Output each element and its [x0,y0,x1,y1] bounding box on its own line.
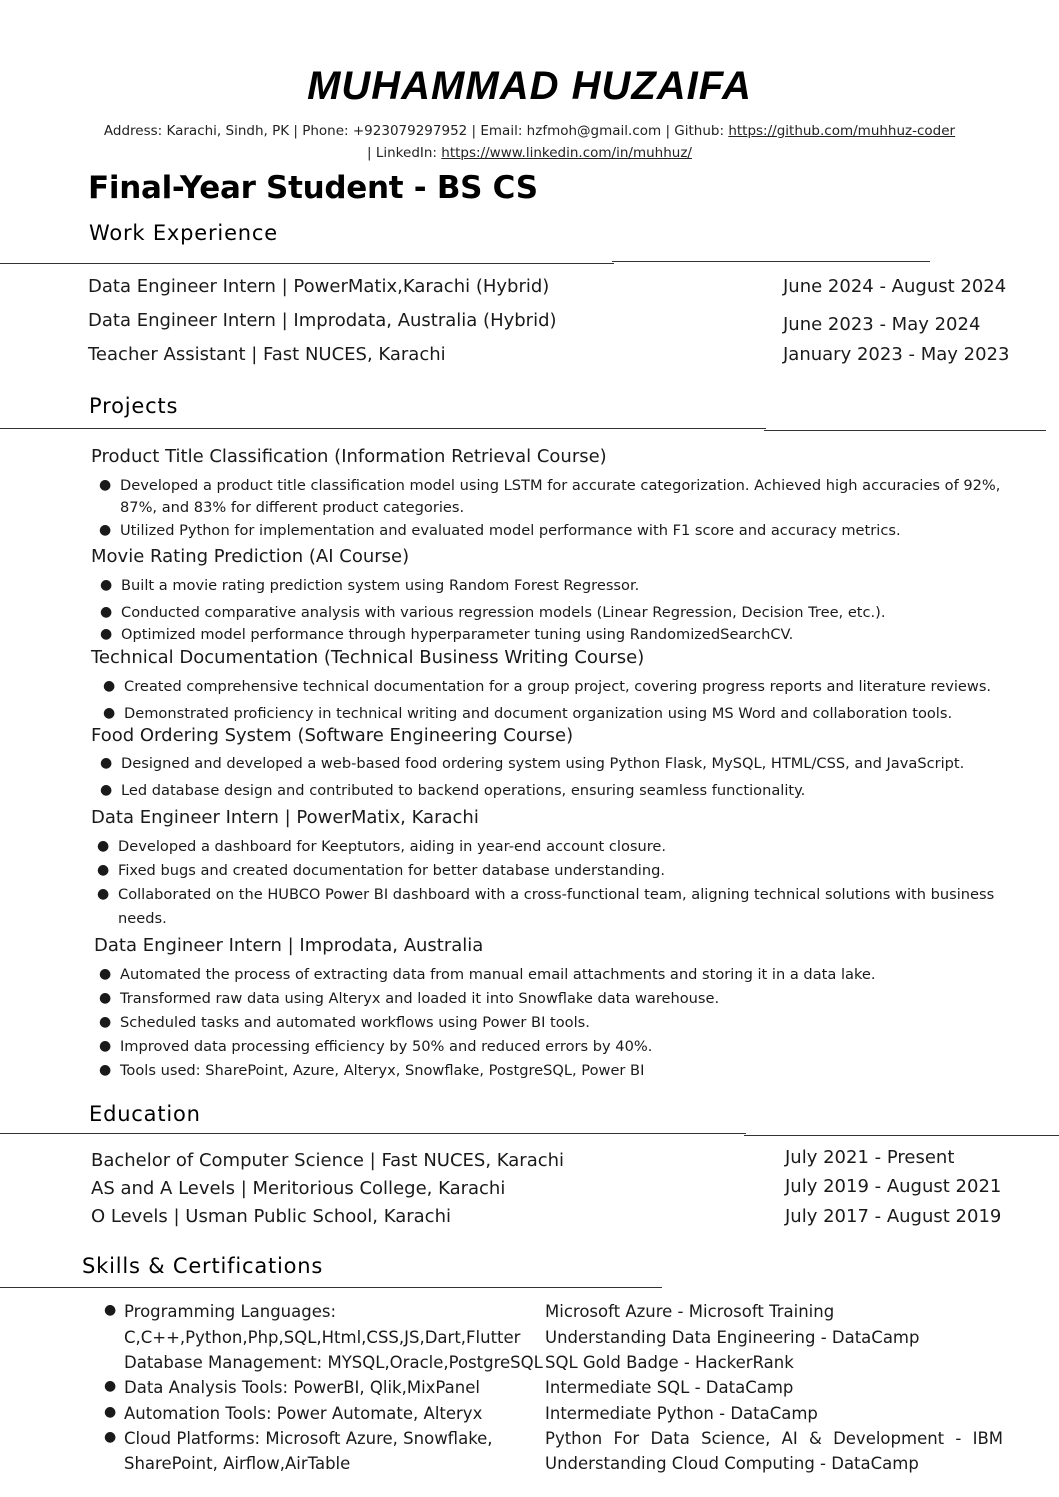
education-dates: July 2019 - August 2021 [785,1176,1002,1197]
section-divider [0,1287,662,1288]
skill-item: ● Data Analysis Tools: PowerBI, Qlik,MixPanel [104,1378,480,1397]
education-dates: July 2017 - August 2019 [785,1206,1002,1227]
project-title: Data Engineer Intern | Improdata, Australia [94,935,484,956]
contact-details: Address: Karachi, Sindh, PK | Phone: +923079297952 | Email: hzfmoh@gmail.com | Github: [103,123,729,139]
section-title-education: Education [89,1102,201,1126]
work-dates: June 2023 - May 2024 [783,314,981,335]
certification: Microsoft Azure - Microsoft Training [545,1302,835,1321]
certification: Understanding Data Engineering - DataCamp [545,1328,920,1347]
project-bullet: ● Automated the process of extracting data from manual email attachments and storing it in a data lake. [99,966,876,983]
section-title-skills: Skills & Certifications [82,1254,324,1278]
work-dates: January 2023 - May 2023 [783,344,1010,365]
certification: Intermediate Python - DataCamp [545,1404,818,1423]
skill-item-continued: C,C++,Python,Php,SQL,Html,CSS,JS,Dart,Flutter [124,1328,521,1347]
candidate-name: MUHAMMAD HUZAIFA [307,64,752,108]
work-dates: June 2024 - August 2024 [783,276,1007,297]
linkedin-label: | LinkedIn: [367,145,442,161]
section-divider [612,261,930,262]
certification-text: Python For Data Science, AI & Development - IBM [545,1429,1004,1448]
education-degree: AS and A Levels | Meritorious College, Karachi [91,1178,506,1199]
project-bullet: ● Led database design and contributed to backend operations, ensuring seamless functionality. [100,782,806,799]
certification: Understanding Cloud Computing - DataCamp [545,1454,919,1473]
section-title-projects: Projects [89,394,179,418]
project-bullet: ● Scheduled tasks and automated workflows using Power BI tools. [99,1014,590,1031]
linkedin-link[interactable]: https://www.linkedin.com/in/muhhuz/ [441,145,692,161]
project-bullet: ● Transformed raw data using Alteryx and loaded it into Snowflake data warehouse. [99,990,720,1007]
work-role: Teacher Assistant | Fast NUCES, Karachi [88,344,446,365]
project-bullet: ● Optimized model performance through hyperparameter tuning using RandomizedSearchCV. [100,626,794,643]
section-divider [0,263,614,264]
project-bullet-continued: needs. [118,910,167,927]
project-title: Product Title Classification (Information Retrieval Course) [91,446,607,467]
project-title: Food Ordering System (Software Engineering Course) [91,725,574,746]
project-title: Data Engineer Intern | PowerMatix, Karachi [91,807,479,828]
project-bullet: ● Designed and developed a web-based food ordering system using Python Flask, MySQL, HTML/CSS, and JavaScript. [100,755,965,772]
skill-item: ● Programming Languages: [104,1302,337,1321]
work-role: Data Engineer Intern | Improdata, Australia (Hybrid) [88,310,557,331]
project-bullet: ● Developed a product title classification model using LSTM for accurate categorization. Achieved high accuracies of 92%, [99,477,1001,494]
section-divider [0,428,766,429]
project-bullet: ● Conducted comparative analysis with various regression models (Linear Regression, Decision Tree, etc.). [100,604,886,621]
education-dates: July 2021 - Present [785,1147,955,1168]
certification: Intermediate SQL - DataCamp [545,1378,794,1397]
skill-item-continued: Database Management: MYSQL,Oracle,PostgreSQL [124,1353,543,1372]
project-bullet: ● Built a movie rating prediction system using Random Forest Regressor. [100,577,640,594]
section-divider [764,430,1046,431]
headline: Final-Year Student - BS CS [88,170,538,206]
certification [545,1429,1004,1448]
certification: SQL Gold Badge - HackerRank [545,1353,794,1372]
project-bullet: ● Demonstrated proficiency in technical writing and document organization using MS Word and collaboration tools. [103,705,953,722]
contact-line [0,123,1059,139]
skill-item-continued: SharePoint, Airflow,AirTable [124,1454,351,1473]
skill-item: ● Cloud Platforms: Microsoft Azure, Snowflake, [104,1429,493,1448]
project-bullet: ● Collaborated on the HUBCO Power BI dashboard with a cross-functional team, aligning technical solutions with business [97,886,995,903]
project-bullet: ● Developed a dashboard for Keeptutors, aiding in year-end account closure. [97,838,667,855]
project-bullet: ● Tools used: SharePoint, Azure, Alteryx, Snowflake, PostgreSQL, Power BI [99,1062,645,1079]
education-degree: O Levels | Usman Public School, Karachi [91,1206,451,1227]
project-bullet: ● Utilized Python for implementation and evaluated model performance with F1 score and accuracy metrics. [99,522,901,539]
section-divider [744,1135,1059,1136]
project-bullet-continued: 87%, and 83% for different product categories. [120,499,465,516]
project-title: Movie Rating Prediction (AI Course) [91,546,410,567]
work-role: Data Engineer Intern | PowerMatix,Karachi (Hybrid) [88,276,550,297]
section-divider [0,1133,746,1134]
project-title: Technical Documentation (Technical Business Writing Course) [91,647,645,668]
project-bullet: ● Improved data processing efficiency by 50% and reduced errors by 40%. [99,1038,653,1055]
project-bullet: ● Created comprehensive technical documentation for a group project, covering progress reports and literature reviews. [103,678,992,695]
project-bullet: ● Fixed bugs and created documentation for better database understanding. [97,862,666,879]
skill-item: ● Automation Tools: Power Automate, Alteryx [104,1404,483,1423]
github-link[interactable]: https://github.com/muhhuz-coder [728,123,956,139]
contact-line-2 [0,145,1059,161]
education-degree: Bachelor of Computer Science | Fast NUCES, Karachi [91,1150,565,1171]
section-title-work-experience: Work Experience [89,221,278,245]
